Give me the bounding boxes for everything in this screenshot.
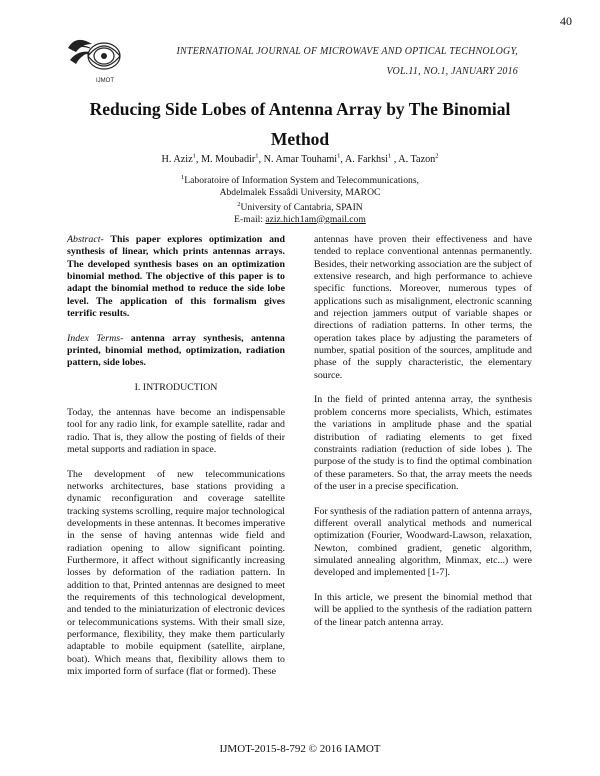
journal-name: INTERNATIONAL JOURNAL OF MICROWAVE AND OPTICAL TECHNOLOGY, xyxy=(176,46,518,57)
affiliation-2: $^2$University of Cantabria, SPAIN E-mail: aziz.hich1am@gmail.com xyxy=(234,200,366,225)
intro-paragraph-6: In this article, we present the binomial method that will be applied to the synthesis of the radiation pattern of the linear patch antenna array. xyxy=(314,591,532,628)
intro-paragraph-1: Today, the antennas have become an indispensable tool for any radio link, for example satellite, radar and radio. That is, they allow the posting of fields of their metal supports and radiation in space. xyxy=(67,406,285,455)
author-list: H. Aziz$^1$, M. Moubadir$^1$, N. Amar Touhami$^1$, A. Farkhsi$^1$ , A. Tazon$^2$ xyxy=(161,152,439,165)
paper-title xyxy=(60,94,540,154)
index-terms: Index Terms- antenna array synthesis, antenna printed, binomial method, optimization, radiation pattern, side lobes. xyxy=(67,332,285,369)
title-line-1: Reducing Side Lobes of Antenna Array by The Binomial xyxy=(89,99,511,119)
intro-paragraph-2: The development of new telecommunications networks architectures, base stations providing a dynamic reconfiguration and coverage satellite tracking systems scrolling, require major technological developments in these antennas. It becomes imperative in the sense of having antennas wide field and radiation opening to allow significant pointing. Furthermore, it affect without significantly increasing losses by deformation of the radiation pattern. In addition to that, Printed antennas are designed to meet the requirements of this technological development, and tended to the miniaturization of electronic devices or telecommunications systems. With their small size, performance, flexibility, they make them particularly adaptable to mobile equipment (satellite, airplane, boat). Which means that, flexibility allows them to mix imported form of surface (flat or formed). These xyxy=(67,468,285,678)
page-footer: IJMOT-2015-8-792 © 2016 IAMOT xyxy=(219,743,381,755)
logo-text: IJMOT xyxy=(96,78,114,84)
page-number: 40 xyxy=(560,14,572,28)
intro-paragraph-4: In the field of printed antenna array, the synthesis problem concerns more specialists, Which, estimates the variations in amplitude phase and the spatial distribution of radiating elements to get fixed constraints radiation (reduction of side lobes ). The purpose of the study is to find the optimal combination of these parameters. So that, the array meets the needs of the user in a precise specification. xyxy=(314,394,532,492)
title-line-2: Method xyxy=(270,129,330,149)
journal-header xyxy=(150,42,518,82)
abstract: Abstract- This paper explores optimization and synthesis of linear, which prints antennas arrays. The developed synthesis bases on an optimization binomial method. The objective of this paper is to adapt the binomial method to reduce the side lobe level. The application of this formalism gives terrific results. xyxy=(67,234,285,320)
intro-paragraph-5: For synthesis of the radiation pattern of antenna arrays, different overall analytical methods and numerical optimization (Fourier, Woodward-Lawson, relaxation, Newton, combined gradient, genetic algorithm, simulated annealing algorithm, Minmax, etc...) were developed and implemented [1-7]. xyxy=(314,505,533,579)
right-column xyxy=(314,234,532,629)
intro-paragraph-3: antennas have proven their effectiveness and have tended to replace conventional antennas permanently. Besides, their networking association are the subject of extensive research, and high performance to achieve specific functions. Moreover, numerous types of applications such as misalignment, electronic scanning and rejection jammers output of variable shapes or directions of radiation patterns. In other terms, the operation takes place by adjusting the parameters of number, spatial position of the sources, amplitude and phase of the supply characteristic, the elementary source. xyxy=(314,234,532,381)
journal-issue: VOL.11, NO.1, JANUARY 2016 xyxy=(386,66,518,77)
left-column xyxy=(67,234,285,678)
affiliation-1: $^1$Laboratoire of Information System and Telecommunications, Abdelmalek Essaâdi University, MAROC xyxy=(181,173,419,198)
email-link[interactable]: aziz.hich1am@gmail.com xyxy=(265,213,366,225)
journal-logo xyxy=(66,30,140,86)
section-heading-introduction: I. INTRODUCTION xyxy=(134,382,218,394)
